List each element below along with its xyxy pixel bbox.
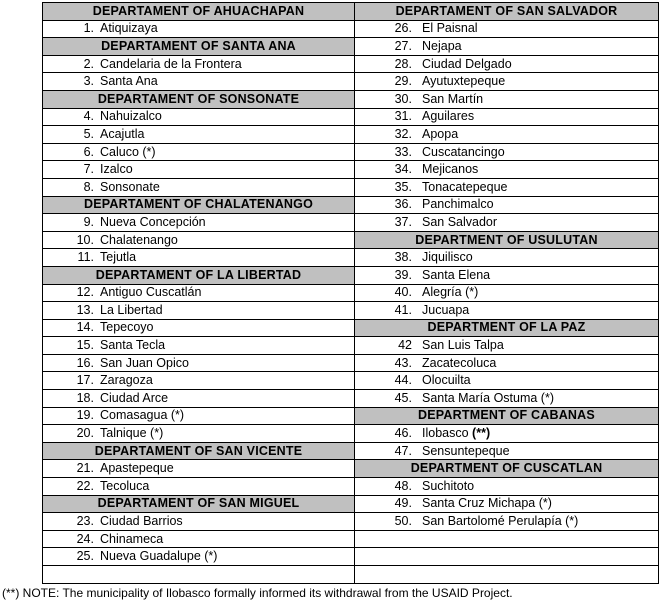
municipality-cell [43,530,355,548]
municipality-cell [43,372,355,390]
municipality-number: 28. [394,56,412,71]
municipality-cell [355,249,659,267]
municipality-name: Nahuizalco [100,109,162,124]
municipality-name: Candelaria de la Frontera [100,56,242,71]
municipality-name: Panchimalco [422,197,494,212]
municipality-name: Atiquizaya [100,21,158,36]
municipality-number: 29. [394,74,412,89]
municipality-name: San Salvador [422,214,498,229]
municipality-name: Tecoluca [100,478,150,493]
municipality-name: Ciudad Arce [100,390,169,405]
municipality-name: Mejicanos [422,162,479,177]
municipality-number: 38. [394,250,412,265]
empty-cell [43,566,355,584]
municipality-number: 7. [83,162,94,177]
municipality-cell [355,143,659,161]
department-header: DEPARTAMENT OF SAN MIGUEL [43,495,355,513]
municipality-number: 6. [83,144,94,159]
municipality-cell [43,513,355,531]
municipality-number: 13. [76,302,94,317]
municipality-cell [43,390,355,408]
municipality-number: 27. [394,38,412,53]
table-row [43,3,659,21]
table-row [43,266,659,284]
municipality-number: 21. [76,461,94,476]
municipality-number: 49. [394,496,412,511]
municipality-name: Nueva Concepción [100,214,206,229]
municipality-number: 48. [394,478,412,493]
municipality-number: 14. [76,320,94,335]
table-row [43,126,659,144]
department-header: DEPARTMENT OF USULUTAN [355,231,659,249]
municipality-name: Santa Tecla [100,338,166,353]
municipality-name: Santa Cruz Michapa (*) [422,496,552,511]
municipality-name: Apopa [422,126,459,141]
municipality-number: 34. [394,162,412,177]
table-row [43,390,659,408]
municipality-number: 19. [76,408,94,423]
municipality-cell [355,337,659,355]
municipality-cell [355,108,659,126]
municipality-cell [355,495,659,513]
municipality-cell [43,407,355,425]
municipality-cell [43,178,355,196]
municipality-name: Cuscatancingo [422,144,505,159]
municipality-number: 9. [83,214,94,229]
empty-cell [355,548,659,566]
municipality-name: Alegría (*) [422,285,479,300]
municipality-name: Ilobasco [422,426,469,441]
municipality-cell [355,372,659,390]
municipality-name: Apastepeque [100,461,174,476]
table-row [43,55,659,73]
municipality-name: Ciudad Delgado [422,56,512,71]
municipality-cell [43,126,355,144]
department-header: DEPARTAMENT OF SAN VICENTE [43,442,355,460]
department-header: DEPARTAMENT OF SANTA ANA [43,38,355,56]
department-header: DEPARTAMENT OF CHALATENANGO [43,196,355,214]
table-row [43,302,659,320]
municipality-number: 2. [83,56,94,71]
municipality-name: El Paisnal [422,21,478,36]
municipality-name: Santa María Ostuma (*) [422,390,554,405]
municipality-cell [43,55,355,73]
municipality-name: Izalco [100,162,133,177]
municipality-cell [355,302,659,320]
municipality-cell [43,337,355,355]
municipality-number: 30. [394,91,412,106]
municipality-cell [355,73,659,91]
municipality-name: Chinameca [100,531,164,546]
municipality-cell [355,38,659,56]
municipality-cell [355,390,659,408]
municipality-cell [355,442,659,460]
municipality-cell [43,284,355,302]
municipality-number: 16. [76,355,94,370]
municipality-number: 37. [394,214,412,229]
empty-cell [355,530,659,548]
municipality-number: 20. [76,426,94,441]
municipality-number: 46. [394,426,412,441]
municipality-cell [43,302,355,320]
municipality-cell [43,20,355,38]
municipality-number: 32. [394,126,412,141]
table-row [43,425,659,443]
table-row [43,20,659,38]
department-header: DEPARTAMENT OF LA LIBERTAD [43,266,355,284]
municipality-number: 47. [394,443,412,458]
table-row [43,530,659,548]
municipality-cell [43,231,355,249]
department-header: DEPARTAMENT OF SONSONATE [43,90,355,108]
table-row [43,442,659,460]
table-row [43,196,659,214]
municipality-number: 3. [83,74,94,89]
table-row [43,354,659,372]
municipality-name: Talnique (*) [100,426,164,441]
municipality-name: Nueva Guadalupe (*) [100,549,218,564]
municipality-number: 10. [76,232,94,247]
municipality-name: Caluco (*) [100,144,156,159]
table-row [43,566,659,584]
municipality-number: 31. [394,109,412,124]
municipality-cell [355,354,659,372]
municipality-cell [43,214,355,232]
municipality-cell [355,20,659,38]
municipality-cell [43,143,355,161]
municipality-number: 25. [76,549,94,564]
municipality-number: 18. [76,390,94,405]
municipality-cell [355,266,659,284]
table-row [43,513,659,531]
municipality-number: 15. [76,338,94,353]
municipality-number: 11. [77,250,94,265]
municipality-number: 45. [394,390,412,405]
municipality-cell [43,73,355,91]
municipality-name: Ciudad Barrios [100,514,183,529]
table-row [43,73,659,91]
municipality-name: Chalatenango [100,232,178,247]
table-row [43,161,659,179]
table-row [43,495,659,513]
table-row [43,284,659,302]
municipality-cell [355,55,659,73]
municipality-cell [355,90,659,108]
municipality-table [42,2,659,584]
municipality-name: Jiquilisco [422,250,473,265]
municipality-number: 22. [76,478,94,493]
municipality-name: Zaragoza [100,373,153,388]
municipality-name: Jucuapa [422,302,470,317]
municipality-cell [355,513,659,531]
table-row [43,108,659,126]
table-row [43,249,659,267]
department-header: DEPARTAMENT OF SAN SALVADOR [355,3,659,21]
municipality-name: Comasagua (*) [100,408,185,423]
municipality-name: La Libertad [100,302,163,317]
municipality-cell [355,214,659,232]
municipality-number: 17. [76,373,94,388]
municipality-number: 8. [83,179,94,194]
municipality-name: Zacatecoluca [422,355,497,370]
municipality-cell [43,108,355,126]
table-row [43,460,659,478]
municipality-cell [43,548,355,566]
footnote-marker: (**) [472,426,491,441]
department-header: DEPARTMENT OF CABANAS [355,407,659,425]
municipality-number: 50. [394,514,412,529]
municipality-number: 4. [83,109,94,124]
municipality-cell [355,161,659,179]
municipality-name: San Martín [422,91,484,106]
municipality-cell [43,319,355,337]
municipality-cell [43,425,355,443]
municipality-number: 26. [394,21,412,36]
municipality-number: 5. [83,126,94,141]
department-header: DEPARTAMENT OF AHUACHAPAN [43,3,355,21]
municipality-number: 36. [394,197,412,212]
municipality-name: Aguilares [422,109,475,124]
municipality-number: 39. [394,267,412,282]
municipality-name: Santa Ana [100,74,158,89]
table-row [43,319,659,337]
municipality-number: 23. [76,514,94,529]
municipality-number: 35. [394,179,412,194]
municipality-name: San Juan Opico [100,355,189,370]
table-row [43,548,659,566]
municipality-number: 41. [394,302,412,317]
municipality-number: 42 [398,338,412,353]
table-row [43,407,659,425]
municipality-number: 33. [394,144,412,159]
municipality-number: 1. [83,21,94,36]
municipality-cell [355,284,659,302]
table-row [43,38,659,56]
municipality-cell [355,178,659,196]
municipality-cell [43,161,355,179]
municipality-name: Antiguo Cuscatlán [100,285,202,300]
municipality-number: 24. [76,531,94,546]
table-row [43,143,659,161]
municipality-name: Olocuilta [422,373,471,388]
empty-cell [355,566,659,584]
table-row [43,337,659,355]
municipality-name: Suchitoto [422,478,475,493]
municipality-name: Sonsonate [100,179,160,194]
municipality-name: Tonacatepeque [422,179,508,194]
municipality-name: Ayutuxtepeque [422,74,506,89]
municipality-name: Santa Elena [422,267,491,282]
municipality-name: Tepecoyo [100,320,154,335]
municipality-cell [355,478,659,496]
table-row [43,178,659,196]
municipality-name: San Luis Talpa [422,338,504,353]
table-row [43,372,659,390]
municipality-number: 44. [394,373,412,388]
table-row [43,214,659,232]
footnote: (**) NOTE: The municipality of Ilobasco formally informed its withdrawal from the USAID Project. [2,586,513,600]
municipality-number: 43. [394,355,412,370]
municipality-name: Nejapa [422,38,462,53]
municipality-number: 12. [76,285,94,300]
department-header: DEPARTMENT OF CUSCATLAN [355,460,659,478]
municipality-cell [355,126,659,144]
municipality-number: 40. [394,285,412,300]
department-header: DEPARTMENT OF LA PAZ [355,319,659,337]
municipality-cell [43,354,355,372]
municipality-name: Acajutla [100,126,145,141]
municipality-cell [43,249,355,267]
table-row [43,90,659,108]
municipality-cell [355,425,659,443]
municipality-cell [355,196,659,214]
municipality-name: Sensuntepeque [422,443,510,458]
table-row [43,478,659,496]
municipality-cell [43,478,355,496]
municipality-name: Tejutla [100,250,137,265]
municipality-name: San Bartolomé Perulapía (*) [422,514,579,529]
municipality-cell [43,460,355,478]
table-row [43,231,659,249]
